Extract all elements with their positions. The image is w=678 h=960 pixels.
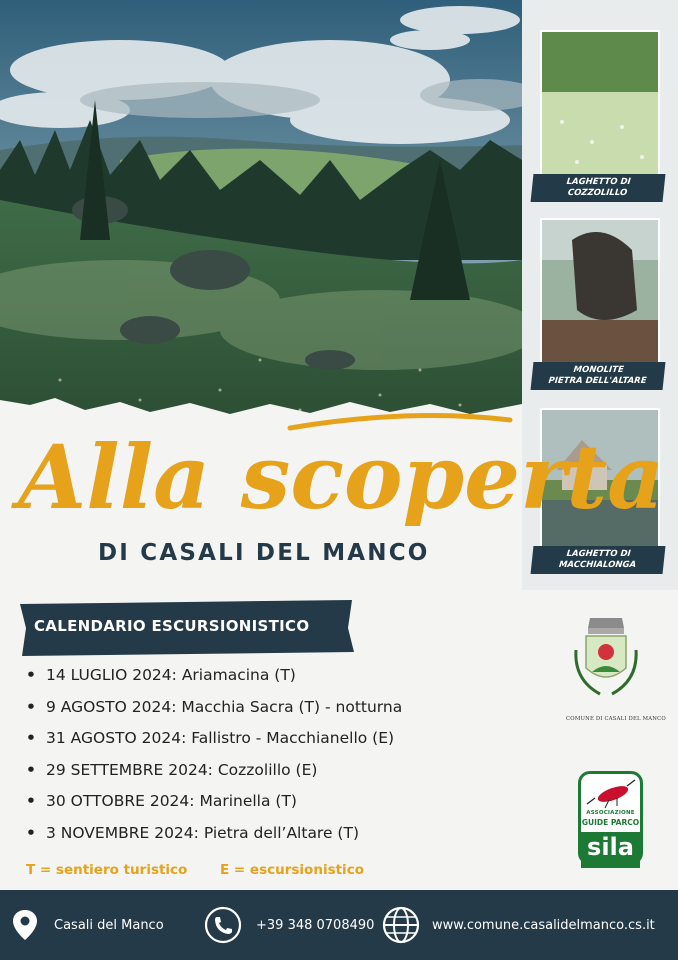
photo-pietra-altare xyxy=(540,218,660,368)
guide-logo-line1: ASSOCIAZIONE xyxy=(586,810,635,816)
website-text: www.comune.casalidelmanco.cs.it xyxy=(432,917,655,933)
photo-cozzolillo xyxy=(540,30,660,180)
photo-label-pietra-altare: MONOLITE PIETRA DELL'ALTARE xyxy=(531,362,666,390)
list-item: • 29 SETTEMBRE 2024: Cozzolillo (E) xyxy=(26,760,318,779)
list-item: • 9 AGOSTO 2024: Macchia Sacra (T) - notturna xyxy=(26,697,403,716)
list-item: • 30 OTTOBRE 2024: Marinella (T) xyxy=(26,792,297,810)
footer-location[interactable] xyxy=(12,890,164,960)
location-pin-icon xyxy=(12,909,38,941)
legend-e: E = escursionistico xyxy=(220,862,364,878)
legend-t: T = sentiero turistico xyxy=(26,862,188,878)
event-list xyxy=(26,664,402,853)
list-item: • 3 NOVEMBRE 2024: Pietra dell’Altare (T) xyxy=(26,823,359,842)
calendar-heading: CALENDARIO ESCURSIONISTICO xyxy=(34,617,310,635)
beetle-icon xyxy=(581,776,640,810)
guide-parco-sila-logo xyxy=(578,771,643,865)
hero-landscape-photo xyxy=(0,0,522,440)
phone-text: +39 348 0708490 xyxy=(256,917,375,933)
location-text: Casali del Manco xyxy=(54,917,164,933)
guide-logo-line2: GUIDE PARCO xyxy=(581,818,640,827)
globe-icon xyxy=(382,906,420,944)
phone-icon xyxy=(204,906,242,944)
photo-label-cozzolillo: LAGHETTO DI COZZOLILLO xyxy=(531,174,666,202)
list-item: • 14 LUGLIO 2024: Ariamacina (T) xyxy=(26,666,296,684)
footer-bar xyxy=(0,890,678,960)
list-item: • 31 AGOSTO 2024: Fallistro - Macchianello (E) xyxy=(26,729,395,747)
crest-caption: COMUNE DI CASALI DEL MANCO xyxy=(566,716,666,722)
municipal-crest-icon xyxy=(570,610,642,700)
guide-logo-line3: sila xyxy=(581,832,640,868)
footer-website[interactable] xyxy=(382,890,655,960)
photo-label-macchialonga: LAGHETTO DI MACCHIALONGA xyxy=(531,546,666,574)
subtitle: DI CASALI DEL MANCO xyxy=(98,540,430,566)
svg-text:Alla scoperta: Alla scoperta xyxy=(18,425,665,529)
footer-phone[interactable] xyxy=(204,890,374,960)
